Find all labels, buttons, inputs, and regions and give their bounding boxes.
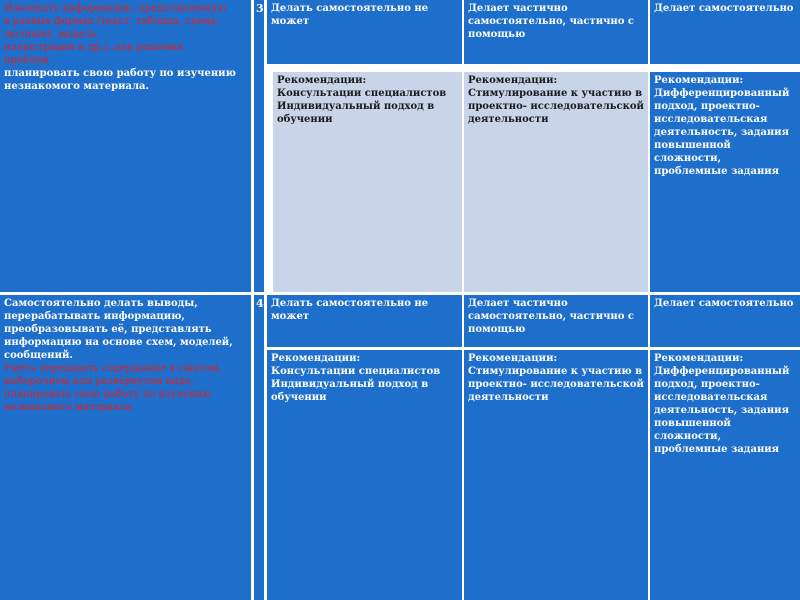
row1-rec-title-3: Рекомендации: (654, 75, 744, 86)
row1-rec-text-3: Дифференцированный подход, проектно-исследовательская деятельность, задания повышенной сложности, проблемные задания (654, 88, 790, 177)
row2-number: 4 (254, 295, 264, 600)
row1-number: 3 (254, 0, 264, 292)
row2-rec-cell-1 (267, 350, 462, 600)
row2-red-line-1: Уметь передавать содержание в сжатом, (4, 363, 222, 374)
row2-rec-title-2: Рекомендации: (468, 353, 558, 364)
row2-rec-text-3: Дифференцированный подход, проектно-исследовательская деятельность, задания повышенной сложности, проблемные задания (654, 366, 790, 455)
row1-partial-cell: Делает частично самостоятельно, частично с помощью (464, 0, 648, 64)
row1-red-line-3: экспонат, модель, (4, 29, 100, 40)
row1-white-line-2: незнакомого материала. (4, 81, 150, 92)
row2-red-line-2: выборочном или развёрнутом виде, (4, 376, 194, 387)
row2-white-line-3: преобразовывать её, представлять (4, 324, 212, 335)
row1-red-line-2: в разных формах (текст, таблица, схема, (4, 16, 220, 27)
row2-independent-cell: Делает самостоятельно (650, 295, 800, 347)
row1-skill-cell (0, 0, 251, 292)
row1-red-line-4: иллюстрация и др.), для решения (4, 42, 184, 53)
row2-rec-title-3: Рекомендации: (654, 353, 744, 364)
row1-independent-cell: Делает самостоятельно (650, 0, 800, 64)
row1-white-line-1: планировать свою работу по изучению (4, 68, 236, 79)
row2-white-line-2: перерабатывать информацию, (4, 311, 185, 322)
row1-rec-text-2: Стимулирование к участию в проектно- исследовательской деятельности (468, 88, 644, 125)
row2-white-line-1: Самостоятельно делать выводы, (4, 298, 198, 309)
row2-rec-title-1: Рекомендации: (271, 353, 361, 364)
row1-rec-title-2: Рекомендации: (468, 75, 558, 86)
row1-rec-cell-2 (464, 72, 648, 292)
row1-rec-title-1: Рекомендации: (277, 75, 367, 86)
row1-red-line-5: проблем (4, 55, 50, 66)
row2-cannot-cell: Делать самостоятельно не может (267, 295, 462, 347)
row2-red-line-3: планировать свою работу по изучению (4, 389, 212, 400)
row2-red-line-4: незнакомого материала. (4, 402, 135, 413)
row2-white-line-5: сообщений. (4, 350, 73, 361)
row2-rec-cell-3 (650, 350, 800, 600)
row1-rec-text-1: Консультации специалистов Индивидуальный подход в обучении (277, 88, 447, 125)
row1-cannot-cell: Делать самостоятельно не может (267, 0, 462, 64)
row2-rec-text-1: Консультации специалистов Индивидуальный подход в обучении (271, 366, 441, 403)
row2-rec-text-2: Стимулирование к участию в проектно- исследовательской деятельности (468, 366, 644, 403)
row2-rec-cell-2 (464, 350, 648, 600)
row1-red-line-1: Извлекать информацию, представленную (4, 3, 226, 14)
row2-white-line-4: информацию на основе схем, моделей, (4, 337, 233, 348)
row2-skill-cell (0, 295, 251, 600)
row2-partial-cell: Делает частично самостоятельно, частично с помощью (464, 295, 648, 347)
row1-rec-cell-3 (650, 72, 800, 292)
row1-rec-cell-1 (273, 72, 462, 292)
